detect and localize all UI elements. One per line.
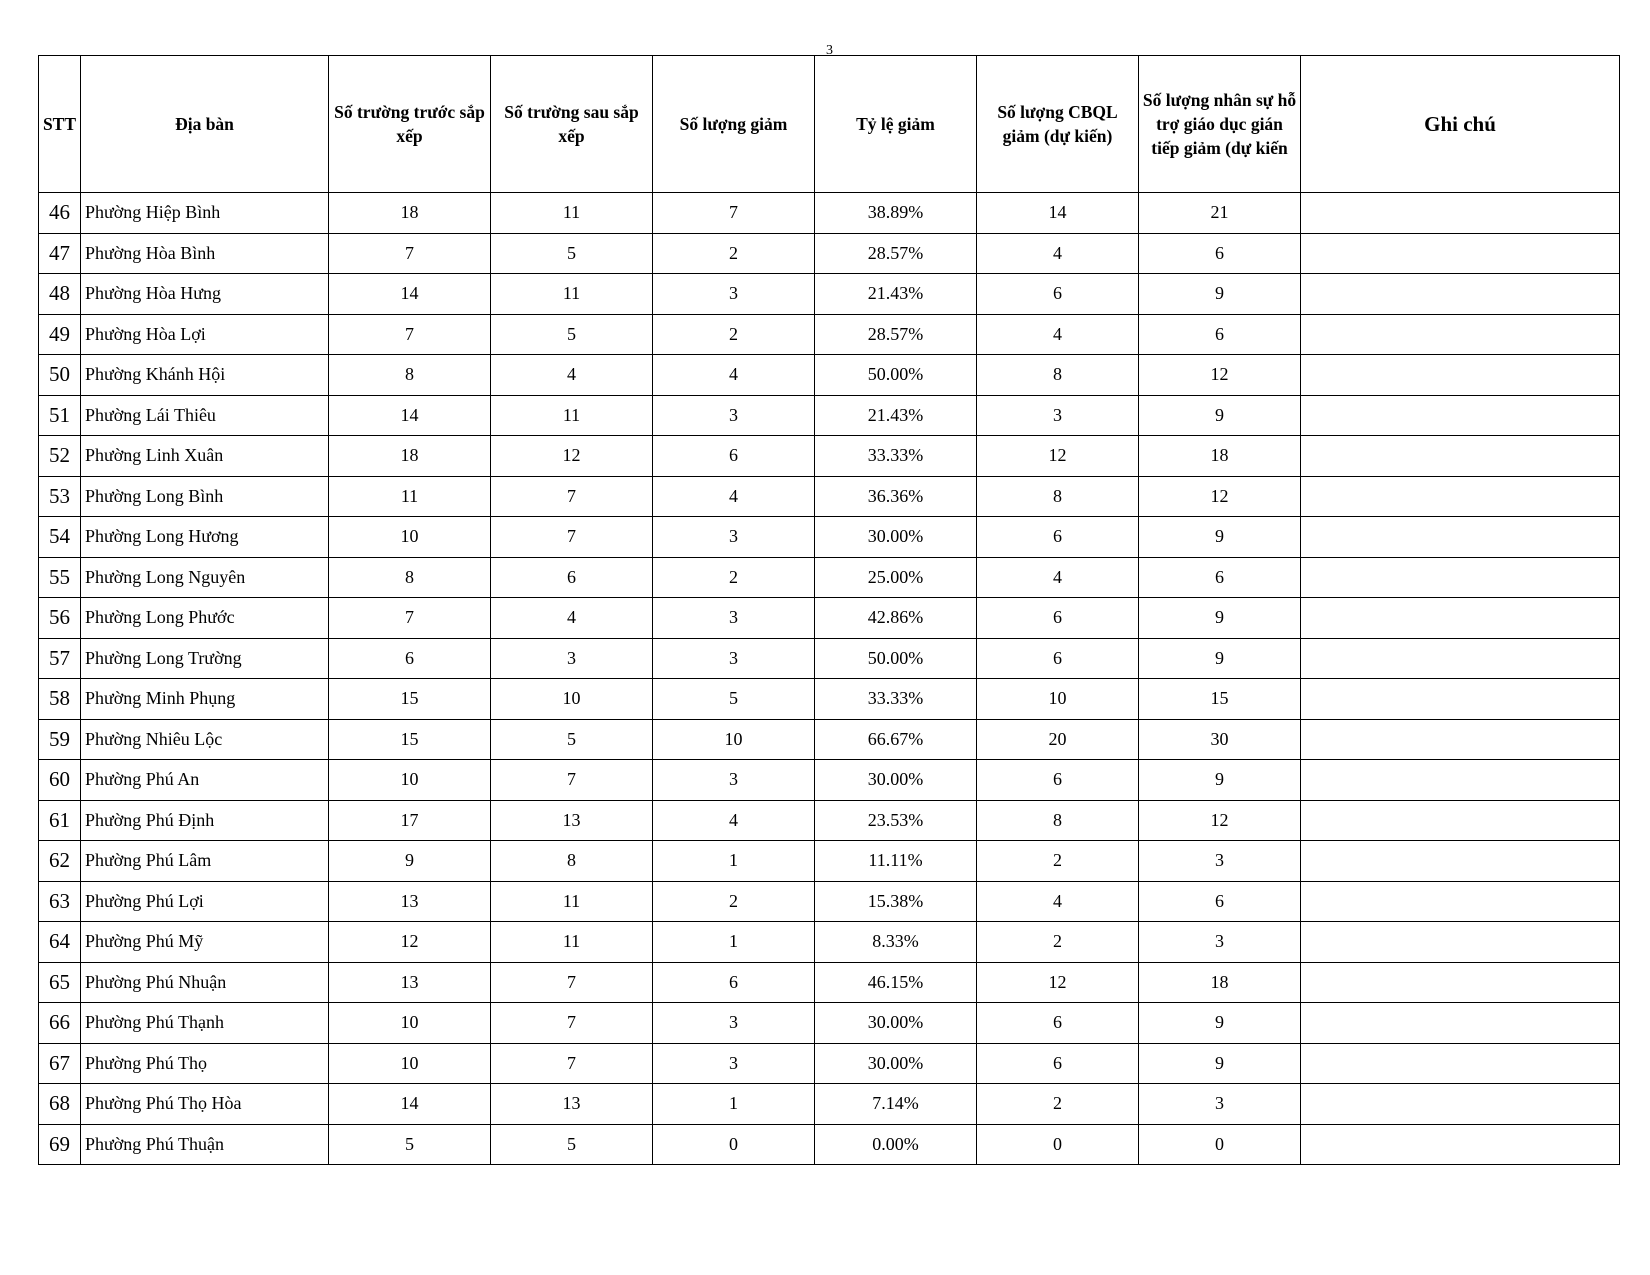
cell-schools-before: 5 [329,1124,491,1165]
cell-schools-before: 10 [329,760,491,801]
cell-note [1301,800,1620,841]
cell-area: Phường Long Nguyên [81,557,329,598]
cell-note [1301,395,1620,436]
table-row [39,274,1620,315]
cell-schools-before: 8 [329,557,491,598]
cell-area: Phường Minh Phụng [81,679,329,720]
table-row [39,517,1620,558]
cell-reduced-count: 1 [653,841,815,882]
cell-schools-before: 9 [329,841,491,882]
cell-cbql-reduced: 0 [977,1124,1139,1165]
cell-area: Phường Hiệp Bình [81,193,329,234]
cell-schools-after: 13 [491,1084,653,1125]
school-reduction-table [38,55,1620,1165]
cell-cbql-reduced: 10 [977,679,1139,720]
cell-cbql-reduced: 6 [977,274,1139,315]
cell-stt: 69 [39,1124,81,1165]
cell-reduction-rate: 50.00% [815,355,977,396]
cell-support-staff-reduced: 15 [1139,679,1301,720]
cell-schools-before: 15 [329,679,491,720]
cell-schools-after: 7 [491,760,653,801]
cell-cbql-reduced: 3 [977,395,1139,436]
cell-reduced-count: 5 [653,679,815,720]
cell-cbql-reduced: 6 [977,517,1139,558]
cell-reduction-rate: 36.36% [815,476,977,517]
cell-note [1301,193,1620,234]
cell-area: Phường Hòa Hưng [81,274,329,315]
cell-stt: 62 [39,841,81,882]
cell-support-staff-reduced: 18 [1139,962,1301,1003]
cell-support-staff-reduced: 9 [1139,598,1301,639]
cell-reduction-rate: 8.33% [815,922,977,963]
cell-schools-before: 18 [329,436,491,477]
cell-note [1301,1003,1620,1044]
cell-stt: 63 [39,881,81,922]
cell-support-staff-reduced: 3 [1139,922,1301,963]
cell-schools-after: 5 [491,719,653,760]
header-schools-before: Số trường trước sắp xếp [329,56,491,193]
cell-area: Phường Long Hương [81,517,329,558]
table-row [39,881,1620,922]
header-area: Địa bàn [81,56,329,193]
cell-note [1301,517,1620,558]
cell-schools-after: 4 [491,355,653,396]
cell-note [1301,436,1620,477]
cell-area: Phường Phú Nhuận [81,962,329,1003]
cell-stt: 51 [39,395,81,436]
cell-support-staff-reduced: 9 [1139,760,1301,801]
cell-support-staff-reduced: 9 [1139,638,1301,679]
table-row [39,719,1620,760]
cell-reduced-count: 2 [653,881,815,922]
cell-reduced-count: 1 [653,922,815,963]
cell-stt: 52 [39,436,81,477]
cell-stt: 46 [39,193,81,234]
cell-schools-after: 12 [491,436,653,477]
page-number: 3 [826,43,833,58]
cell-schools-before: 7 [329,598,491,639]
cell-schools-after: 7 [491,962,653,1003]
cell-schools-before: 12 [329,922,491,963]
cell-note [1301,557,1620,598]
cell-reduced-count: 4 [653,355,815,396]
cell-reduction-rate: 30.00% [815,517,977,558]
cell-reduction-rate: 33.33% [815,436,977,477]
cell-support-staff-reduced: 6 [1139,233,1301,274]
cell-reduction-rate: 7.14% [815,1084,977,1125]
cell-note [1301,314,1620,355]
cell-schools-before: 13 [329,881,491,922]
table-header-row [39,56,1620,193]
cell-schools-after: 11 [491,922,653,963]
cell-reduction-rate: 30.00% [815,1003,977,1044]
cell-note [1301,719,1620,760]
cell-schools-before: 11 [329,476,491,517]
cell-schools-after: 10 [491,679,653,720]
cell-area: Phường Phú Định [81,800,329,841]
cell-cbql-reduced: 6 [977,598,1139,639]
table-row [39,760,1620,801]
table-row [39,233,1620,274]
cell-schools-after: 7 [491,1043,653,1084]
cell-area: Phường Phú Lâm [81,841,329,882]
cell-cbql-reduced: 4 [977,557,1139,598]
table-row [39,922,1620,963]
cell-note [1301,841,1620,882]
cell-schools-after: 5 [491,1124,653,1165]
cell-schools-after: 7 [491,517,653,558]
cell-reduction-rate: 25.00% [815,557,977,598]
cell-reduction-rate: 30.00% [815,1043,977,1084]
header-note: Ghi chú [1301,56,1620,193]
cell-reduction-rate: 21.43% [815,274,977,315]
cell-stt: 56 [39,598,81,639]
table-row [39,1124,1620,1165]
cell-support-staff-reduced: 3 [1139,1084,1301,1125]
table-row [39,962,1620,1003]
cell-reduction-rate: 21.43% [815,395,977,436]
cell-cbql-reduced: 8 [977,476,1139,517]
cell-reduced-count: 4 [653,800,815,841]
cell-stt: 60 [39,760,81,801]
cell-area: Phường Long Phước [81,598,329,639]
cell-reduction-rate: 28.57% [815,233,977,274]
cell-stt: 47 [39,233,81,274]
cell-cbql-reduced: 6 [977,638,1139,679]
cell-support-staff-reduced: 6 [1139,557,1301,598]
cell-reduced-count: 3 [653,760,815,801]
cell-area: Phường Phú Thọ Hòa [81,1084,329,1125]
cell-note [1301,679,1620,720]
cell-reduced-count: 2 [653,557,815,598]
cell-reduction-rate: 23.53% [815,800,977,841]
table-row [39,193,1620,234]
cell-schools-after: 11 [491,193,653,234]
cell-reduction-rate: 0.00% [815,1124,977,1165]
cell-cbql-reduced: 12 [977,436,1139,477]
cell-area: Phường Linh Xuân [81,436,329,477]
cell-reduction-rate: 30.00% [815,760,977,801]
cell-schools-after: 5 [491,314,653,355]
cell-reduced-count: 0 [653,1124,815,1165]
cell-reduced-count: 2 [653,233,815,274]
cell-reduction-rate: 11.11% [815,841,977,882]
table-row [39,1084,1620,1125]
cell-reduced-count: 6 [653,436,815,477]
cell-schools-before: 10 [329,1003,491,1044]
cell-schools-before: 10 [329,517,491,558]
cell-support-staff-reduced: 18 [1139,436,1301,477]
cell-note [1301,922,1620,963]
cell-support-staff-reduced: 3 [1139,841,1301,882]
cell-reduced-count: 3 [653,517,815,558]
cell-stt: 49 [39,314,81,355]
cell-reduced-count: 3 [653,1043,815,1084]
cell-schools-before: 14 [329,274,491,315]
cell-area: Phường Phú Lợi [81,881,329,922]
cell-stt: 61 [39,800,81,841]
cell-area: Phường Phú Thạnh [81,1003,329,1044]
table-row [39,395,1620,436]
cell-schools-before: 15 [329,719,491,760]
cell-schools-before: 18 [329,193,491,234]
cell-cbql-reduced: 2 [977,1084,1139,1125]
cell-schools-before: 7 [329,314,491,355]
cell-stt: 64 [39,922,81,963]
cell-cbql-reduced: 2 [977,841,1139,882]
cell-reduced-count: 3 [653,1003,815,1044]
table-row [39,314,1620,355]
cell-schools-after: 6 [491,557,653,598]
cell-stt: 58 [39,679,81,720]
cell-area: Phường Phú Thọ [81,1043,329,1084]
cell-schools-after: 5 [491,233,653,274]
cell-area: Phường Lái Thiêu [81,395,329,436]
cell-note [1301,598,1620,639]
cell-note [1301,638,1620,679]
table-row [39,1043,1620,1084]
cell-stt: 55 [39,557,81,598]
cell-note [1301,274,1620,315]
cell-schools-before: 14 [329,395,491,436]
cell-note [1301,355,1620,396]
cell-schools-before: 6 [329,638,491,679]
table-row [39,355,1620,396]
cell-schools-after: 11 [491,395,653,436]
header-schools-after: Số trường sau sắp xếp [491,56,653,193]
cell-cbql-reduced: 4 [977,233,1139,274]
cell-support-staff-reduced: 9 [1139,395,1301,436]
cell-reduction-rate: 50.00% [815,638,977,679]
cell-schools-after: 7 [491,1003,653,1044]
cell-reduced-count: 3 [653,638,815,679]
cell-schools-before: 8 [329,355,491,396]
cell-reduction-rate: 42.86% [815,598,977,639]
cell-cbql-reduced: 6 [977,1003,1139,1044]
cell-support-staff-reduced: 21 [1139,193,1301,234]
cell-schools-after: 7 [491,476,653,517]
cell-stt: 54 [39,517,81,558]
cell-stt: 48 [39,274,81,315]
cell-cbql-reduced: 8 [977,355,1139,396]
table-row [39,841,1620,882]
cell-stt: 53 [39,476,81,517]
table-row [39,679,1620,720]
cell-reduction-rate: 15.38% [815,881,977,922]
cell-note [1301,476,1620,517]
cell-schools-after: 11 [491,274,653,315]
cell-cbql-reduced: 20 [977,719,1139,760]
cell-note [1301,962,1620,1003]
header-cbql-reduced: Số lượng CBQL giảm (dự kiến) [977,56,1139,193]
cell-area: Phường Phú Thuận [81,1124,329,1165]
cell-support-staff-reduced: 9 [1139,274,1301,315]
cell-cbql-reduced: 4 [977,881,1139,922]
header-stt: STT [39,56,81,193]
table-row [39,598,1620,639]
cell-stt: 68 [39,1084,81,1125]
cell-cbql-reduced: 6 [977,1043,1139,1084]
cell-schools-after: 4 [491,598,653,639]
cell-reduced-count: 3 [653,598,815,639]
cell-cbql-reduced: 6 [977,760,1139,801]
table-body [39,193,1620,1165]
cell-cbql-reduced: 4 [977,314,1139,355]
cell-schools-before: 7 [329,233,491,274]
cell-schools-before: 10 [329,1043,491,1084]
table-row [39,557,1620,598]
header-reduction-rate: Tỷ lệ giảm [815,56,977,193]
cell-reduction-rate: 46.15% [815,962,977,1003]
cell-schools-after: 13 [491,800,653,841]
cell-support-staff-reduced: 6 [1139,881,1301,922]
cell-support-staff-reduced: 12 [1139,355,1301,396]
cell-support-staff-reduced: 30 [1139,719,1301,760]
cell-reduction-rate: 66.67% [815,719,977,760]
cell-stt: 50 [39,355,81,396]
cell-area: Phường Khánh Hội [81,355,329,396]
cell-reduced-count: 10 [653,719,815,760]
cell-reduced-count: 3 [653,395,815,436]
table-row [39,1003,1620,1044]
cell-reduced-count: 4 [653,476,815,517]
table-row [39,436,1620,477]
cell-note [1301,233,1620,274]
cell-support-staff-reduced: 0 [1139,1124,1301,1165]
cell-reduced-count: 3 [653,274,815,315]
cell-cbql-reduced: 2 [977,922,1139,963]
cell-schools-before: 13 [329,962,491,1003]
cell-note [1301,881,1620,922]
cell-stt: 66 [39,1003,81,1044]
cell-support-staff-reduced: 12 [1139,800,1301,841]
cell-area: Phường Nhiêu Lộc [81,719,329,760]
cell-reduced-count: 1 [653,1084,815,1125]
cell-reduced-count: 6 [653,962,815,1003]
cell-stt: 67 [39,1043,81,1084]
cell-cbql-reduced: 8 [977,800,1139,841]
cell-schools-before: 17 [329,800,491,841]
cell-stt: 59 [39,719,81,760]
cell-support-staff-reduced: 9 [1139,1003,1301,1044]
header-support-staff-reduced: Số lượng nhân sự hỗ trợ giáo dục gián tiếp giảm (dự kiến [1139,56,1301,193]
cell-reduction-rate: 33.33% [815,679,977,720]
cell-reduction-rate: 28.57% [815,314,977,355]
cell-support-staff-reduced: 9 [1139,1043,1301,1084]
table-row [39,638,1620,679]
cell-support-staff-reduced: 6 [1139,314,1301,355]
cell-stt: 65 [39,962,81,1003]
cell-area: Phường Long Trường [81,638,329,679]
cell-area: Phường Phú An [81,760,329,801]
cell-note [1301,760,1620,801]
cell-schools-after: 8 [491,841,653,882]
cell-note [1301,1124,1620,1165]
cell-support-staff-reduced: 9 [1139,517,1301,558]
cell-area: Phường Hòa Bình [81,233,329,274]
cell-area: Phường Long Bình [81,476,329,517]
header-reduced-count: Số lượng giảm [653,56,815,193]
cell-area: Phường Phú Mỹ [81,922,329,963]
cell-cbql-reduced: 12 [977,962,1139,1003]
cell-reduced-count: 7 [653,193,815,234]
cell-schools-before: 14 [329,1084,491,1125]
table-row [39,800,1620,841]
cell-reduced-count: 2 [653,314,815,355]
cell-stt: 57 [39,638,81,679]
cell-support-staff-reduced: 12 [1139,476,1301,517]
cell-schools-after: 3 [491,638,653,679]
cell-note [1301,1084,1620,1125]
cell-reduction-rate: 38.89% [815,193,977,234]
table-row [39,476,1620,517]
cell-schools-after: 11 [491,881,653,922]
cell-area: Phường Hòa Lợi [81,314,329,355]
cell-note [1301,1043,1620,1084]
cell-cbql-reduced: 14 [977,193,1139,234]
